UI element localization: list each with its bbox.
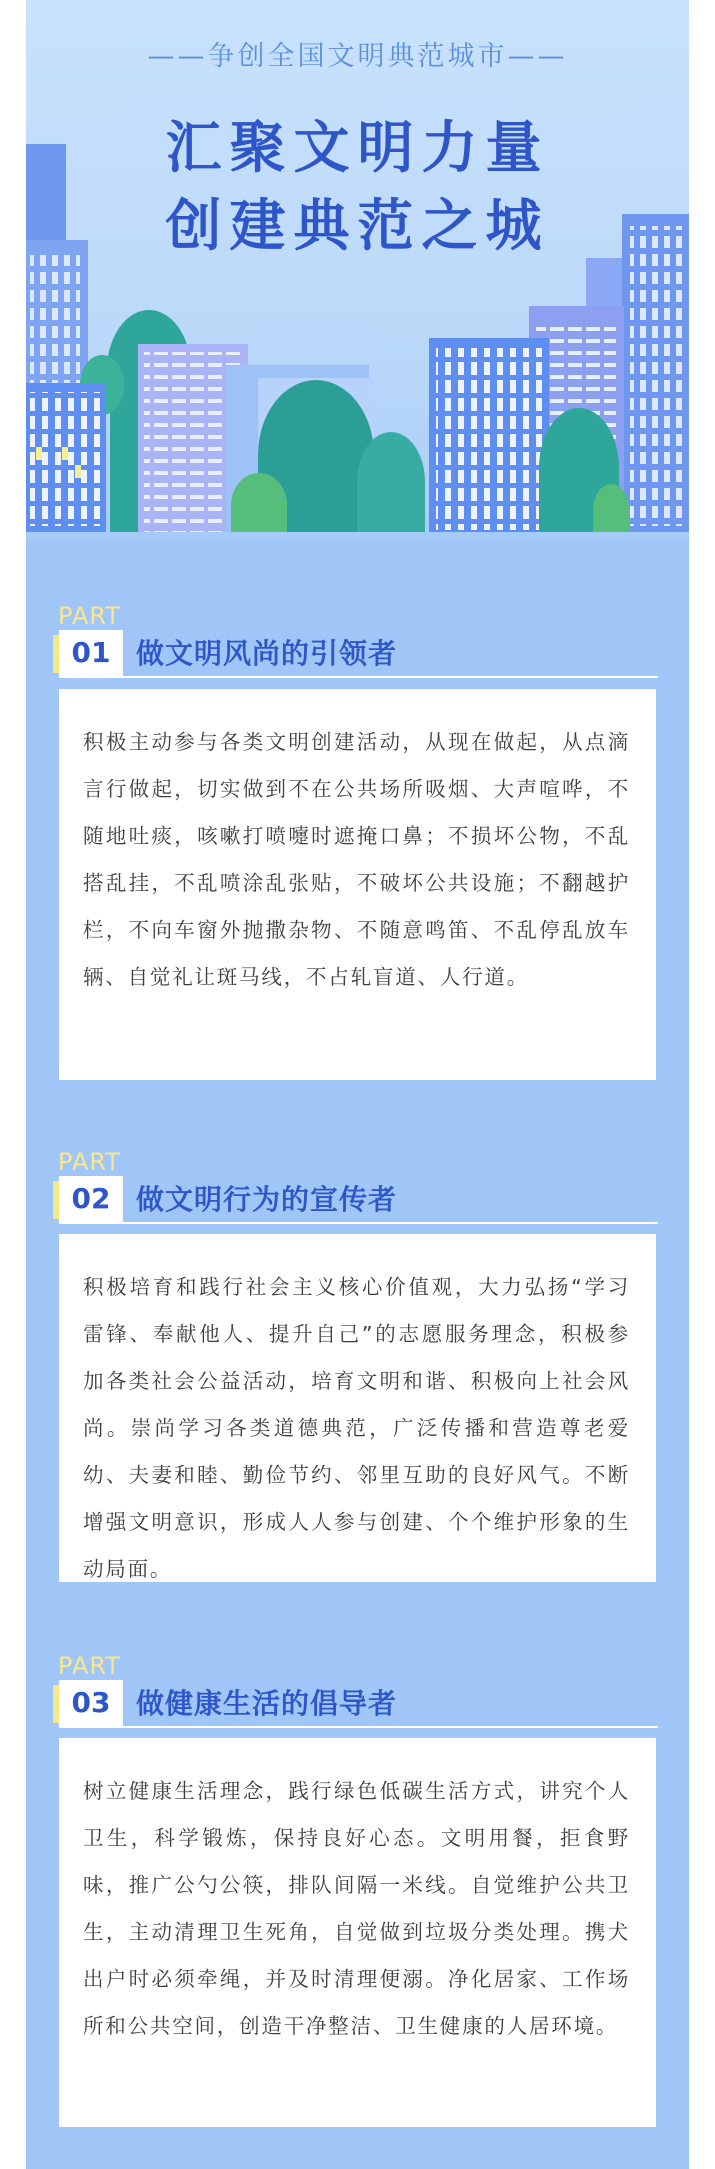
section-number: 01 [59,630,123,676]
part-label: PART [58,602,121,630]
hero-subtitle: ——争创全国文明典范城市—— [147,41,568,72]
section-number: 02 [59,1176,123,1222]
section-title: 做文明行为的宣传者 [136,1183,398,1216]
hero-banner [26,0,689,540]
section-number: 03 [59,1680,123,1726]
heading-underline [59,1726,658,1728]
cityscape-illustration [26,130,689,540]
heading-underline [59,1222,658,1224]
poster-page [26,0,689,2169]
heading-underline [59,676,658,678]
hero-title-line1: 汇聚文明力量 [165,116,550,181]
section-body-card: 树立健康生活理念，践行绿色低碳生活方式，讲究个人卫生，科学锻炼，保持良好心态。文明用餐，拒食野味，推广公勺公筷，排队间隔一米线。自觉维护公共卫生，主动清理卫生死角，自觉做到垃圾分类处理。携犬出户时必须牵绳，并及时清理便溺。净化居家、工作场所和公共空间，创造干净整洁、卫生健康的人居环境。 [59,1738,656,2127]
part-label: PART [58,1148,121,1176]
section-title: 做文明风尚的引领者 [136,637,398,670]
section-title: 做健康生活的倡导者 [136,1687,398,1720]
part-label: PART [58,1652,121,1680]
hero-title-line2: 创建典范之城 [165,194,550,259]
section-body-card: 积极主动参与各类文明创建活动，从现在做起，从点滴言行做起，切实做到不在公共场所吸烟、大声喧哗，不随地吐痰，咳嗽打喷嚏时遮掩口鼻；不损坏公物，不乱搭乱挂，不乱喷涂乱张贴，不破坏公共设施；不翻越护栏，不向车窗外抛撒杂物、不随意鸣笛、不乱停乱放车辆、自觉礼让斑马线，不占轧盲道、人行道。 [59,689,656,1080]
section-body-card: 积极培育和践行社会主义核心价值观，大力弘扬“学习雷锋、奉献他人、提升自己”的志愿服务理念，积极参加各类社会公益活动，培育文明和谐、积极向上社会风尚。崇尚学习各类道德典范，广泛传播和营造尊老爱幼、夫妻和睦、勤俭节约、邻里互助的良好风气。不断增强文明意识，形成人人参与创建、个个维护形象的生动局面。 [59,1234,656,1582]
